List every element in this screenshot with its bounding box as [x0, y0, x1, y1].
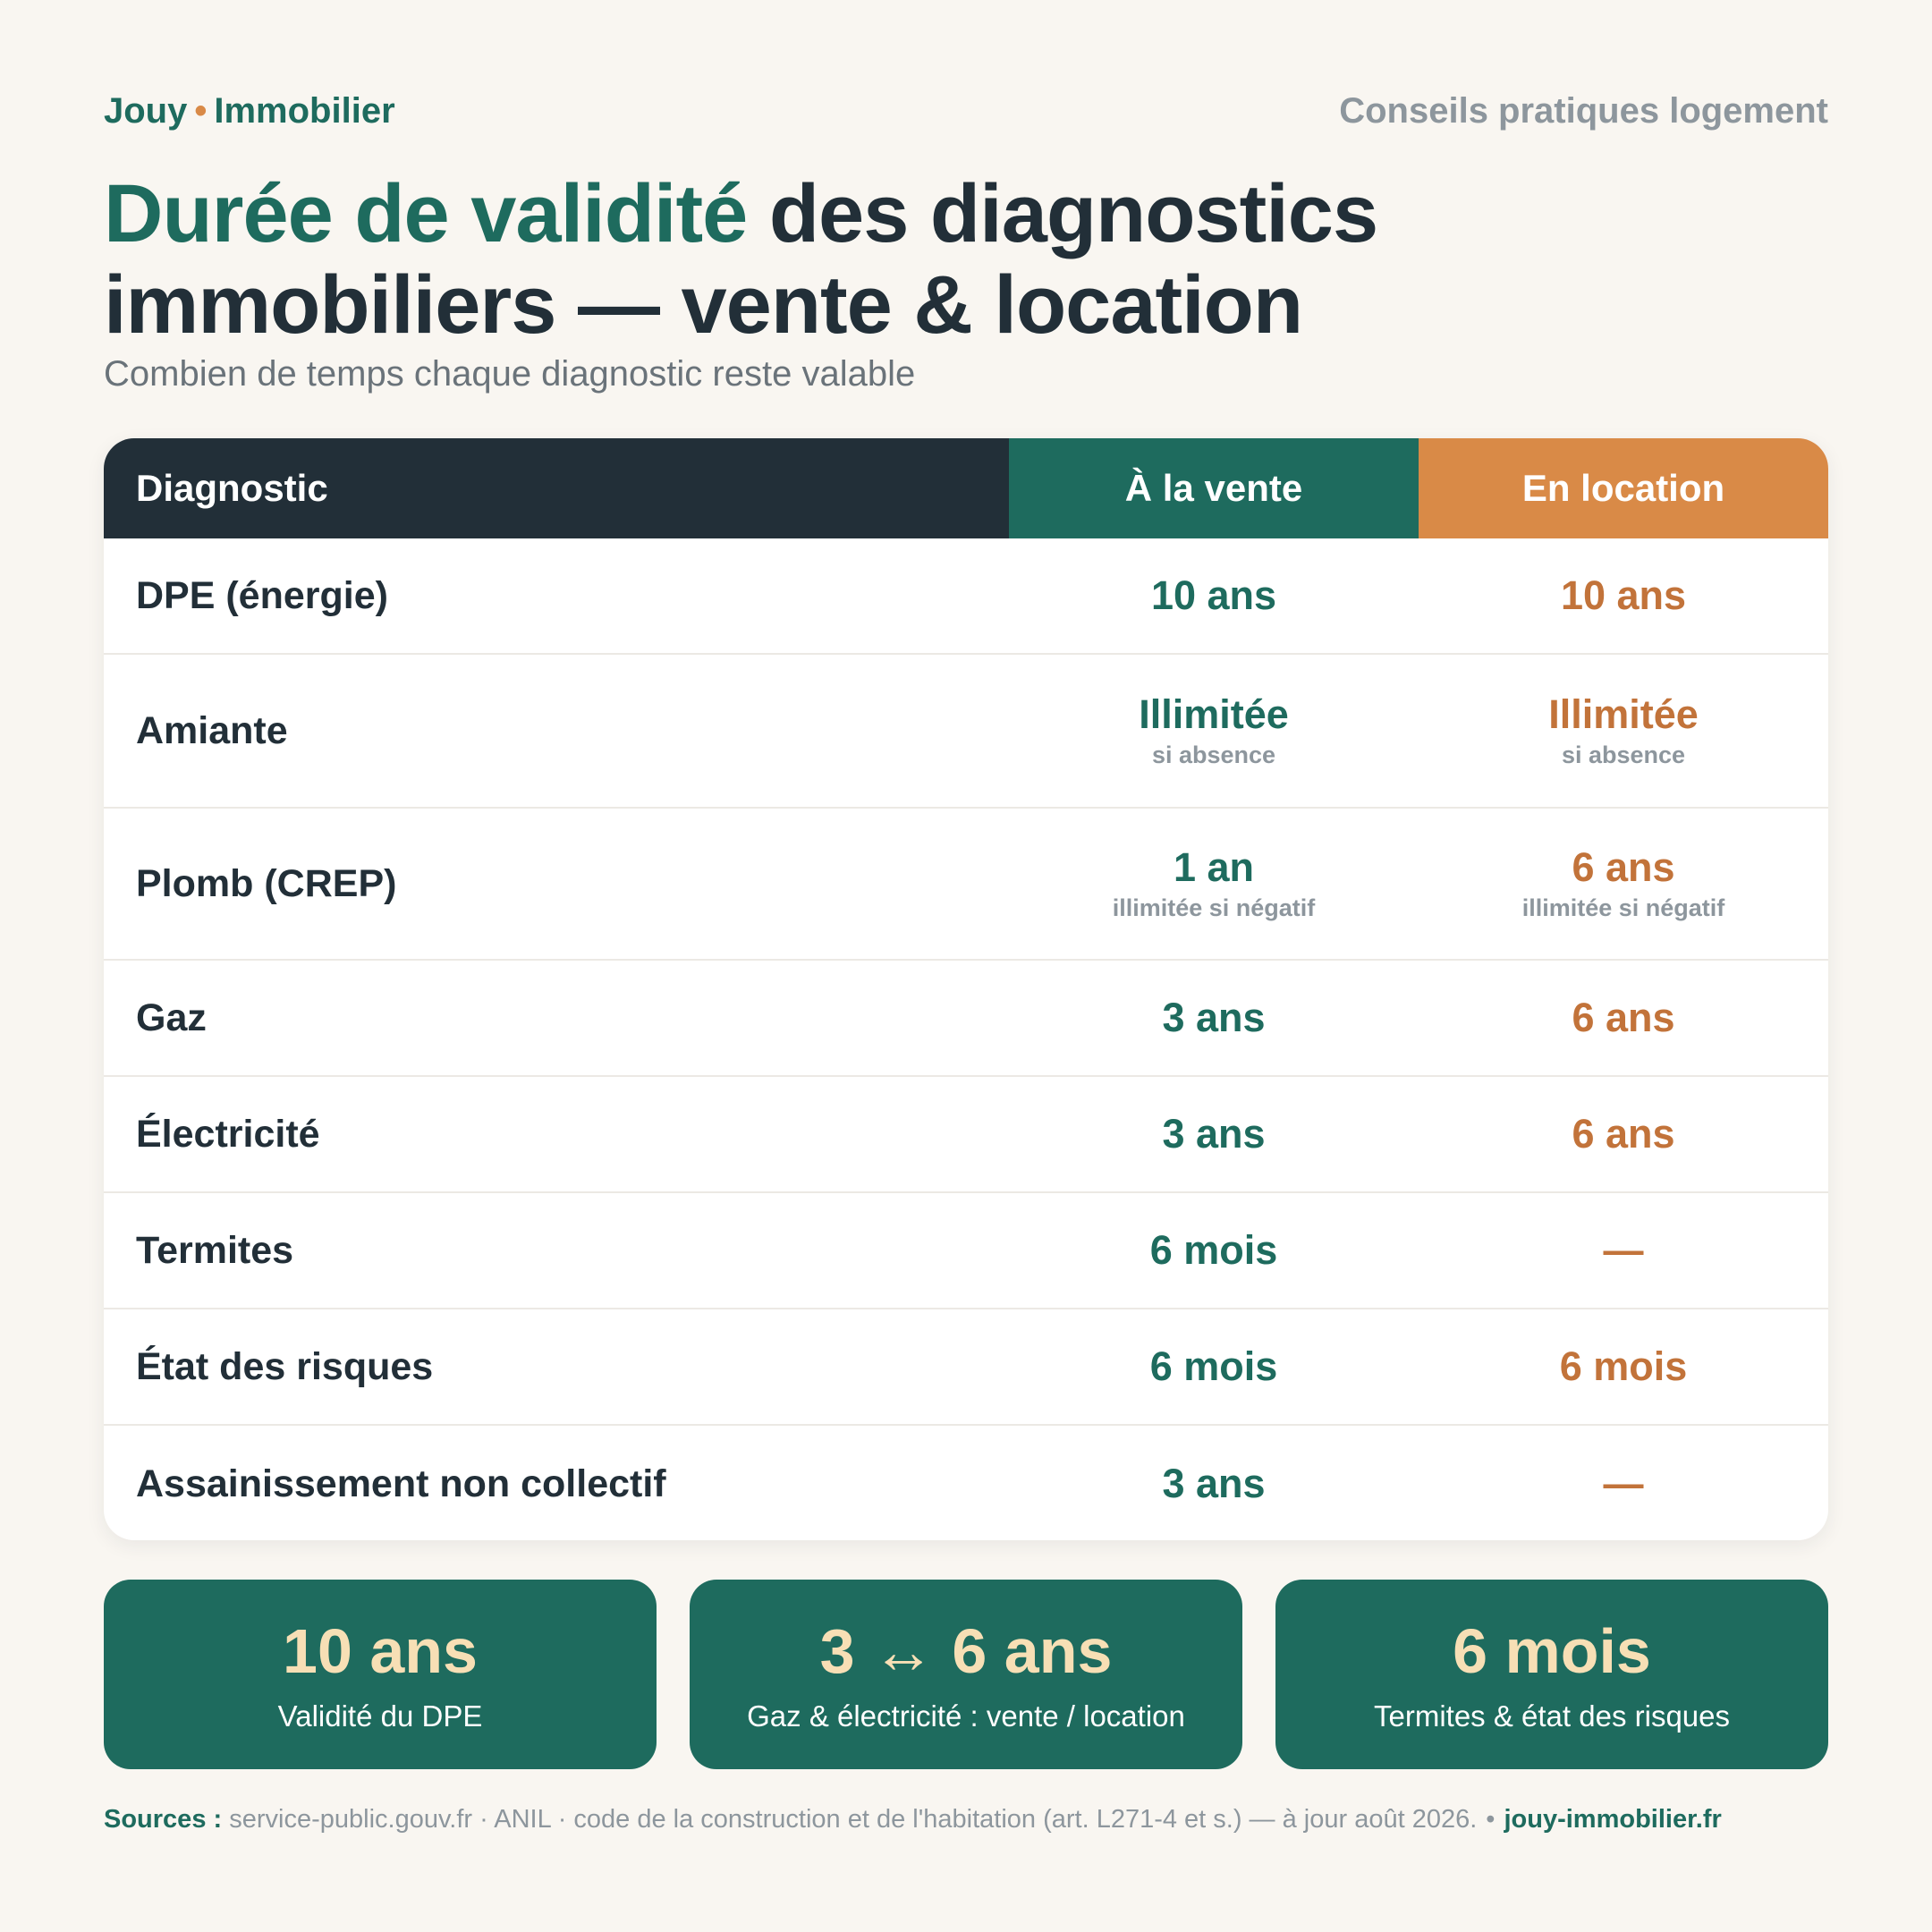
table-row: [104, 1193, 1828, 1309]
table-row: [104, 538, 1828, 655]
rent-validity-cell: [1419, 1309, 1828, 1424]
header-diagnostic: Diagnostic: [104, 438, 1009, 538]
sale-validity-cell: [1009, 1077, 1419, 1191]
brand-name-immobilier: Immobilier: [214, 91, 395, 131]
rent-validity-cell: [1419, 1426, 1828, 1540]
sources-label: Sources :: [104, 1805, 223, 1834]
diagnostic-name: Termites: [136, 1228, 294, 1272]
table-row: [104, 809, 1828, 961]
stat-box-gas-electricity: [690, 1580, 1242, 1769]
rent-validity-cell: [1419, 538, 1828, 653]
category-kicker: Conseils pratiques logement: [1339, 91, 1828, 131]
rent-duration: 10 ans: [1560, 572, 1687, 618]
rent-duration: —: [1603, 1461, 1644, 1506]
rent-validity-cell: [1419, 1077, 1828, 1191]
rent-condition-note: illimitée si négatif: [1521, 894, 1725, 921]
rent-duration: Illimitée: [1548, 691, 1699, 737]
footer-sources: [104, 1805, 1828, 1835]
page-title: [104, 168, 1828, 351]
validity-table: [104, 438, 1828, 1540]
sale-validity-cell: [1009, 655, 1419, 807]
sale-validity-cell: [1009, 1426, 1419, 1540]
sale-validity-cell: [1009, 961, 1419, 1075]
sale-duration: 6 mois: [1149, 1343, 1278, 1389]
diagnostic-name: Électricité: [136, 1112, 320, 1156]
diagnostic-name: Plomb (CREP): [136, 861, 397, 905]
rent-validity-cell: [1419, 961, 1828, 1075]
stat-label: Termites & état des risques: [1374, 1699, 1730, 1733]
stat-value: 10 ans: [283, 1616, 478, 1686]
table-header: [104, 438, 1828, 538]
brand-name-jouy: Jouy: [104, 91, 188, 131]
rent-validity-cell: [1419, 1193, 1828, 1308]
sale-validity-cell: [1009, 1309, 1419, 1424]
rent-condition-note: si absence: [1561, 741, 1686, 768]
stats-row: [104, 1580, 1828, 1769]
sale-validity-cell: [1009, 538, 1419, 653]
stat-label: Gaz & électricité : vente / location: [747, 1699, 1185, 1733]
title-line2: immobiliers — vente & location: [104, 259, 1303, 351]
sale-duration: 1 an: [1173, 844, 1255, 890]
sale-duration: 6 mois: [1149, 1227, 1278, 1273]
sale-validity-cell: [1009, 809, 1419, 959]
stat-label: Validité du DPE: [277, 1699, 483, 1733]
sale-validity-cell: [1009, 1193, 1419, 1308]
rent-validity-cell: [1419, 809, 1828, 959]
stat-box-termites-risks: [1275, 1580, 1828, 1769]
header-rent: En location: [1419, 438, 1828, 538]
sources-text: service-public.gouv.fr · ANIL · code de la construction et de l'habitation (art. L271-4 et s.) — à jour août 2026.: [222, 1805, 1478, 1834]
sale-duration: Illimitée: [1139, 691, 1289, 737]
stat-value: 6 mois: [1453, 1616, 1651, 1686]
rent-duration: —: [1603, 1227, 1644, 1273]
footer-separator: •: [1486, 1805, 1496, 1834]
diagnostic-name: Assainissement non collectif: [136, 1462, 666, 1505]
table-row: [104, 961, 1828, 1077]
stat-box-dpe: [104, 1580, 657, 1769]
rent-duration: 6 mois: [1559, 1343, 1688, 1389]
brand-dot: •: [194, 91, 208, 131]
diagnostic-name: DPE (énergie): [136, 573, 388, 617]
table-row: [104, 655, 1828, 809]
rent-duration: 6 ans: [1572, 1111, 1675, 1157]
sale-duration: 3 ans: [1162, 995, 1266, 1040]
sale-condition-note: illimitée si négatif: [1112, 894, 1316, 921]
title-accent: Durée de validité: [104, 168, 748, 259]
stat-value: 3 ↔ 6 ans: [819, 1616, 1113, 1686]
rent-validity-cell: [1419, 655, 1828, 807]
sale-duration: 3 ans: [1162, 1111, 1266, 1157]
table-row: [104, 1309, 1828, 1426]
page-subtitle: Combien de temps chaque diagnostic reste valable: [104, 354, 916, 394]
title-rest-line1: des diagnostics: [747, 168, 1378, 259]
sale-duration: 3 ans: [1162, 1461, 1266, 1506]
brand-logo: [104, 91, 395, 131]
table-body: [104, 538, 1828, 1540]
diagnostic-name: État des risques: [136, 1344, 434, 1388]
header-sale: À la vente: [1009, 438, 1419, 538]
table-row: [104, 1077, 1828, 1193]
site-link[interactable]: jouy-immobilier.fr: [1504, 1805, 1722, 1834]
rent-duration: 6 ans: [1572, 995, 1675, 1040]
top-bar: [104, 91, 1828, 138]
diagnostic-name: Amiante: [136, 708, 288, 752]
sale-duration: 10 ans: [1150, 572, 1277, 618]
rent-duration: 6 ans: [1572, 844, 1675, 890]
diagnostic-name: Gaz: [136, 996, 207, 1039]
table-row: [104, 1426, 1828, 1540]
sale-condition-note: si absence: [1151, 741, 1276, 768]
